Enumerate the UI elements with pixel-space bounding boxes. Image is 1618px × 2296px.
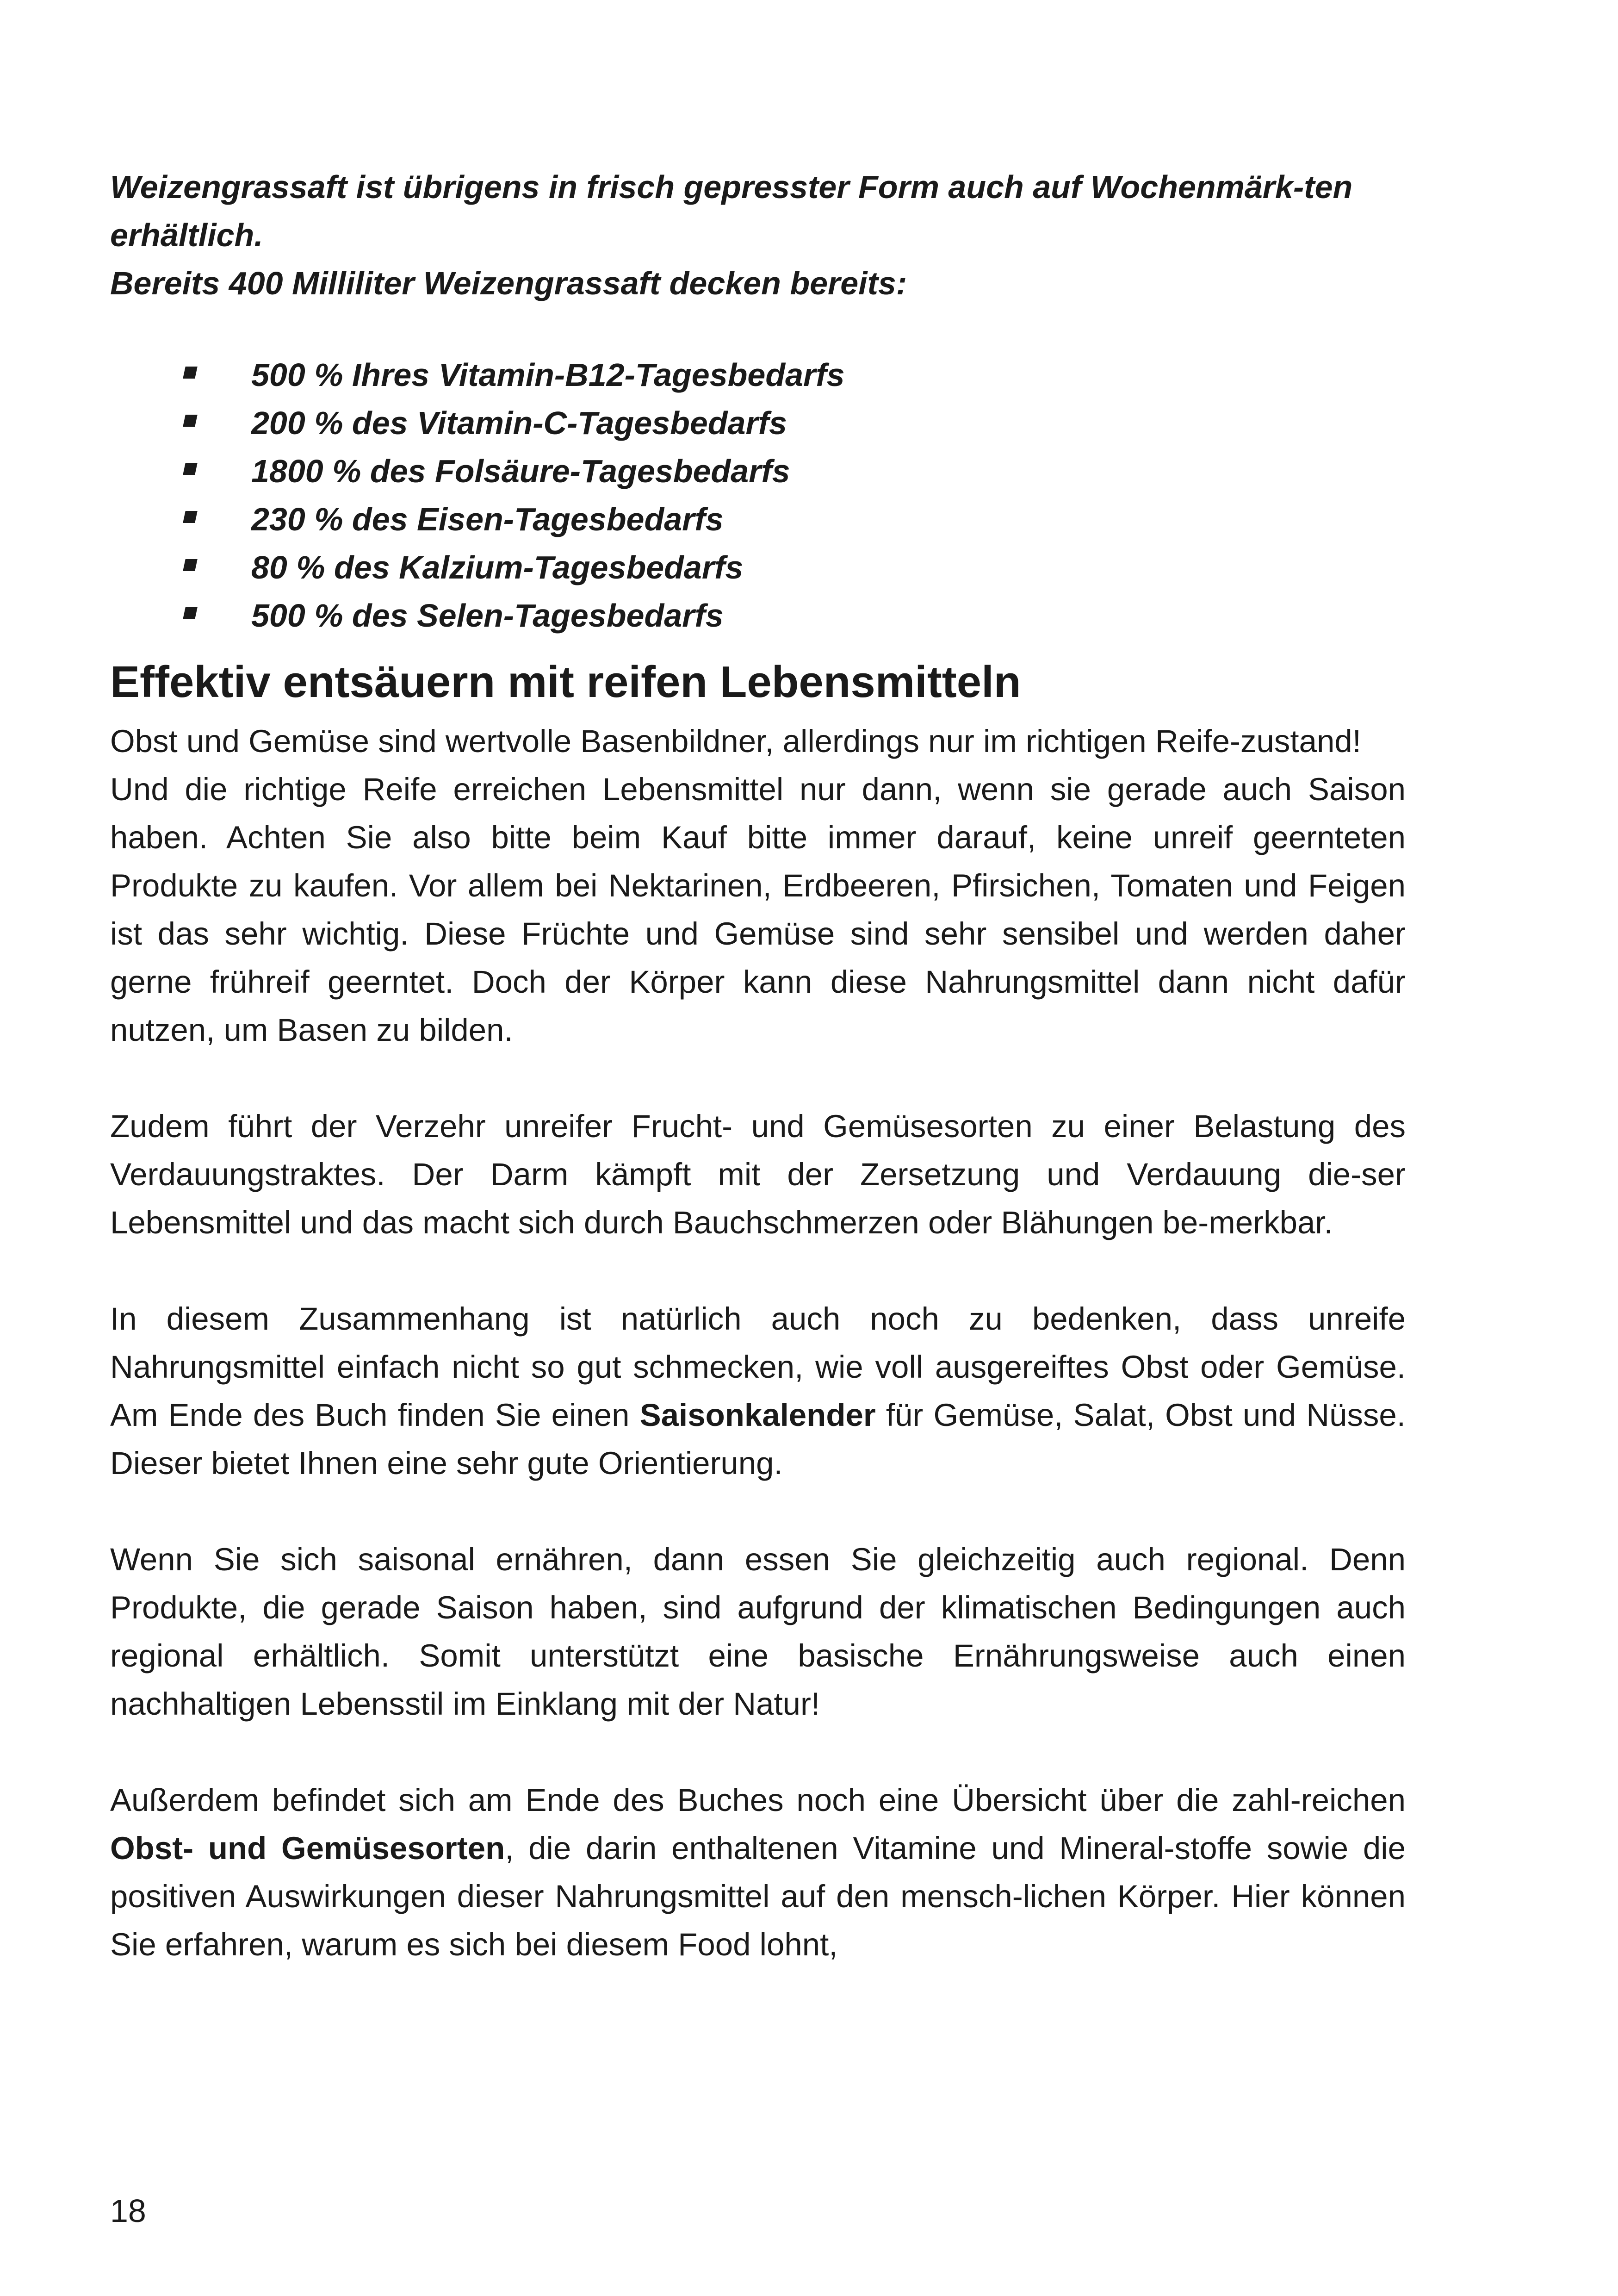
paragraph-5: Wenn Sie sich saisonal ernähren, dann essen Sie gleichzeitig auch regional. Denn Produkte, die gerade Saison haben, sind aufgrund der klimatischen Bedingungen auch regional erhältlich. Somit unterstützt eine basische Ernährungsweise auch einen nachhaltigen Lebensstil im Einklang mit der Natur! xyxy=(110,1542,1406,1722)
paragraph-2: Und die richtige Reife erreichen Lebensmittel nur dann, wenn sie gerade auch Saison haben. Achten Sie also bitte beim Kauf bitte immer darauf, keine unreif geernteten Produkte zu kaufen. Vor allem bei Nektarinen, Erdbeeren, Pfirsichen, Tomaten und Feigen ist das sehr wichtig. Diese Früchte und Gemüse sind sehr sensibel und werden daher gerne frühreif geerntet. Doch der Körper kann diese Nahrungsmittel dann nicht dafür nutzen, um Basen zu bilden. xyxy=(110,772,1406,1048)
square-bullet-icon xyxy=(183,559,198,571)
obst-gemuese-emphasis: Obst- und Gemüsesorten xyxy=(110,1830,505,1866)
section-heading: Effektiv entsäuern mit reifen Lebensmitteln xyxy=(110,657,1021,707)
square-bullet-icon xyxy=(183,463,198,475)
list-item: 1800 % des Folsäure-Tagesbedarfs xyxy=(184,447,1406,495)
intro-line-2: Bereits 400 Milliliter Weizengrassaft decken bereits: xyxy=(110,265,907,301)
intro-line-1: Weizengrassaft ist übrigens in frisch gepresster Form auch auf Wochenmärk-ten erhältlich. xyxy=(110,169,1353,253)
list-item: 80 % des Kalzium-Tagesbedarfs xyxy=(184,543,1406,591)
page-number: 18 xyxy=(110,2193,146,2229)
square-bullet-icon xyxy=(183,511,198,523)
paragraph-3: Zudem führt der Verzehr unreifer Frucht- und Gemüsesorten zu einer Belastung des Verdauungstraktes. Der Darm kämpft mit der Zersetzung und Verdauung die-ser Lebensmittel und das macht sich durch Bauchschmerzen oder Blähungen be-merkbar. xyxy=(110,1108,1406,1240)
list-item: 500 % Ihres Vitamin-B12-Tagesbedarfs xyxy=(184,351,1406,399)
list-item: 200 % des Vitamin-C-Tagesbedarfs xyxy=(184,399,1406,447)
list-item: 230 % des Eisen-Tagesbedarfs xyxy=(184,495,1406,543)
nutrient-list xyxy=(110,351,1406,640)
body-text xyxy=(110,717,1406,1969)
paragraph-6: Außerdem befindet sich am Ende des Buches noch eine Übersicht über die zahl-reichen Obst- und Gemüsesorten, die darin enthaltenen Vitamine und Mineral-stoffe sowie die positiven Auswirkungen dieser Nahrungsmittel auf den mensch-lichen Körper. Hier können Sie erfahren, warum es sich bei diesem Food lohnt, xyxy=(110,1782,1406,1962)
list-item: 500 % des Selen-Tagesbedarfs xyxy=(184,591,1406,640)
paragraph-4: In diesem Zusammenhang ist natürlich auch noch zu bedenken, dass unreife Nahrungsmittel einfach nicht so gut schmecken, wie voll ausgereiftes Obst oder Gemüse. Am Ende des Buch finden Sie einen Saisonkalender für Gemüse, Salat, Obst und Nüsse. Dieser bietet Ihnen eine sehr gute Orientierung. xyxy=(110,1301,1406,1481)
paragraph-1: Obst und Gemüse sind wertvolle Basenbildner, allerdings nur im richtigen Reife-zustand! xyxy=(110,723,1361,759)
page-content xyxy=(110,163,1406,1969)
square-bullet-icon xyxy=(183,607,198,619)
saisonkalender-emphasis: Saisonkalender xyxy=(639,1397,876,1433)
square-bullet-icon xyxy=(183,415,198,427)
square-bullet-icon xyxy=(183,367,198,379)
intro-block xyxy=(110,163,1406,307)
